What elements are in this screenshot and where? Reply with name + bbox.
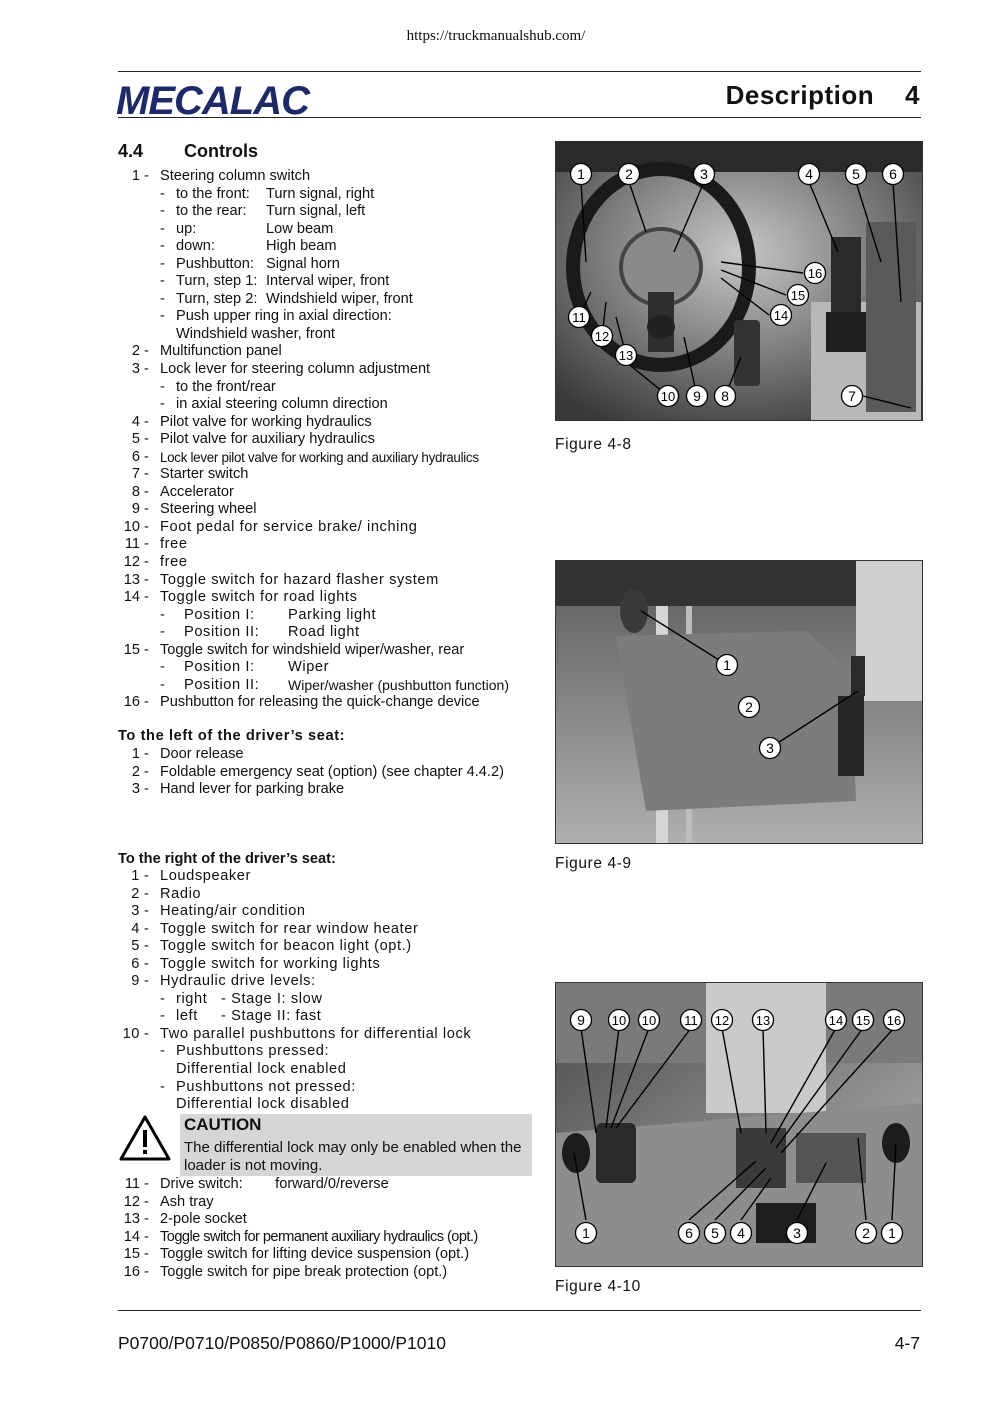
item-number: 2: [131, 343, 140, 360]
sub-value: Signal horn: [266, 255, 340, 272]
sub-value: Wiper: [288, 659, 330, 676]
item-text: Multifunction panel: [160, 343, 282, 360]
list-item: 4 - Pilot valve for working hydraulics: [118, 414, 538, 432]
callout-label: 10: [611, 1013, 627, 1028]
figure-4-9-caption: Figure 4-9: [555, 855, 632, 872]
callout-label: 3: [793, 1225, 801, 1241]
list-item: 3 - Lock lever for steering column adjustment: [118, 361, 538, 379]
sub-key: Position I:: [184, 659, 255, 676]
item-number: 16: [123, 1263, 140, 1280]
sub-key: Turn, step 1:: [176, 273, 258, 290]
sub-key: to the front:: [176, 185, 250, 202]
callout-6: [679, 1223, 700, 1244]
callout-3: [694, 164, 715, 185]
callout-4: [731, 1223, 752, 1244]
item-text: Toggle switch for pipe break protection (opt.): [160, 1263, 448, 1280]
item-text: Hydraulic drive levels:: [160, 973, 316, 990]
callout-1: [882, 1223, 903, 1244]
sub-item: - Pushbuttons not pressed:: [160, 1078, 356, 1095]
item-text: Toggle switch for windshield wiper/washer, rear: [160, 641, 465, 658]
item-text: Door release: [160, 746, 244, 762]
list-item: 14 - Toggle switch for permanent auxiliary hydraulics (opt.): [118, 1229, 538, 1247]
item-text: Foldable emergency seat (option) (see chapter 4.4.2): [160, 763, 504, 780]
callout-label: 1: [723, 657, 731, 673]
item-number: 11: [124, 536, 140, 553]
sub-item: - up: Low beam: [160, 220, 334, 237]
sub-item-continued: [118, 1061, 538, 1079]
item-text: Radio: [160, 885, 202, 902]
callout-1: [576, 1223, 597, 1244]
list-item: 11 - free: [118, 536, 538, 554]
callout-6: [883, 164, 904, 185]
item-number: 8: [131, 483, 140, 500]
sub-item: - Turn, step 2: Windshield wiper, front: [160, 290, 413, 307]
callout-label: 3: [700, 166, 708, 182]
sub-key: Position II:: [184, 624, 260, 641]
callout-label: 1: [577, 166, 585, 182]
list-item: 10 - Two parallel pushbuttons for differential lock: [118, 1026, 538, 1044]
item-number: 7: [131, 466, 140, 483]
figure-4-10-photo: [555, 982, 923, 1267]
callout-9: [687, 386, 708, 407]
right-seat-list: [118, 868, 538, 1114]
callout-label: 5: [852, 166, 860, 182]
footer-models: P0700/P0710/P0850/P0860/P1000/P1010: [118, 1333, 446, 1353]
chapter-title: [726, 80, 920, 111]
callout-8: [715, 386, 736, 407]
item-text: Drive switch: forward/0/reverse: [160, 1176, 389, 1192]
sub-key: Position II:: [184, 676, 260, 693]
item-number: 12: [123, 554, 140, 571]
sub-item: - Pushbutton: Signal horn: [160, 255, 340, 272]
sub-text: Differential lock enabled: [176, 1061, 347, 1078]
item-text: Steering wheel: [160, 501, 257, 518]
list-item: 11 - Drive switch: forward/0/reverse: [118, 1176, 538, 1194]
callout-10: [658, 386, 679, 407]
callout-label: 15: [855, 1013, 871, 1028]
callout-label: 12: [714, 1013, 730, 1028]
list-item: 6 - Lock lever pilot valve for working and auxiliary hydraulics: [118, 449, 538, 467]
callout-15: [853, 1010, 874, 1031]
item-text: free: [160, 554, 188, 571]
item-number: 5: [131, 431, 140, 448]
callout-4: [799, 164, 820, 185]
list-item: 7 - Starter switch: [118, 466, 538, 484]
list-item: 9 - Hydraulic drive levels:: [118, 973, 538, 991]
callout-label: 16: [886, 1013, 902, 1028]
item-number: 4: [131, 413, 140, 430]
sub-item: - to the front/rear: [160, 378, 276, 395]
list-item: 15 - Toggle switch for windshield wiper/washer, rear: [118, 642, 538, 660]
list-item: 1 - Steering column switch: [118, 168, 538, 186]
sub-item: - right - Stage I: slow: [160, 990, 323, 1007]
item-number: 2: [131, 885, 140, 902]
item-number: 15: [123, 1246, 140, 1263]
figure-4-10-caption: Figure 4-10: [555, 1278, 641, 1295]
list-item: 2 - Radio: [118, 886, 538, 904]
callout-14: [826, 1010, 847, 1031]
callout-label: 4: [805, 166, 813, 182]
callout-13: [616, 345, 637, 366]
callout-16: [805, 263, 826, 284]
item-text: Hand lever for parking brake: [160, 781, 345, 798]
item-number: 5: [131, 938, 140, 955]
list-item: 5 - Pilot valve for auxiliary hydraulics: [118, 431, 538, 449]
controls-list: [118, 168, 538, 712]
item-number: 10: [122, 1025, 140, 1042]
callout-label: 11: [572, 310, 586, 325]
sub-key: to the rear:: [176, 203, 247, 220]
sub-item: - Position II: Wiper/washer (pushbutton function): [160, 676, 509, 693]
callout-14: [771, 305, 792, 326]
list-item: 4 - Toggle switch for rear window heater: [118, 921, 538, 939]
callout-label: 14: [828, 1013, 844, 1028]
item-number: 14: [123, 589, 140, 606]
list-item: 16 - Pushbutton for releasing the quick-change device: [118, 694, 538, 712]
sub-value: Wiper/washer (pushbutton function): [288, 676, 509, 693]
list-item: 14 - Toggle switch for road lights: [118, 589, 538, 607]
callout-5: [705, 1223, 726, 1244]
item-text: Loudspeaker: [160, 868, 251, 884]
item-text: Toggle switch for hazard flasher system: [160, 571, 439, 588]
callout-label: 6: [889, 166, 897, 182]
callout-label: 15: [790, 288, 806, 303]
sub-value: - Stage II: fast: [221, 1008, 322, 1025]
item-text: Steering column switch: [160, 168, 311, 184]
sub-item: - down: High beam: [160, 238, 337, 255]
sub-item: - Position II: Road light: [160, 624, 360, 641]
sub-key: Pushbuttons not pressed:: [176, 1078, 356, 1095]
sub-item: - Position I: Parking light: [160, 606, 377, 623]
item-number: 13: [123, 571, 140, 588]
figure-4-8-photo: [555, 141, 923, 421]
sub-key: Position I:: [184, 606, 255, 623]
callout-label: 4: [737, 1225, 745, 1241]
sub-key: down:: [176, 238, 215, 255]
footer-page-number: 4-7: [894, 1333, 920, 1353]
callout-label: 2: [745, 699, 753, 715]
list-item: 12 - Ash tray: [118, 1194, 538, 1212]
item-number: 6: [131, 448, 140, 465]
sub-key: Turn, step 2:: [176, 290, 258, 307]
mecalac-logo: [116, 78, 320, 120]
list-item: 15 - Toggle switch for lifting device suspension (opt.): [118, 1246, 538, 1264]
list-item: 10 - Foot pedal for service brake/ inching: [118, 519, 538, 537]
right-seat-list-continued: [118, 1176, 538, 1281]
sub-text: in axial steering column direction: [176, 396, 388, 413]
item-text: Pushbutton for releasing the quick-change device: [160, 694, 480, 711]
sub-text: Windshield washer, front: [176, 325, 335, 342]
callout-label: 13: [618, 348, 634, 363]
sub-item: - in axial steering column direction: [160, 396, 388, 413]
item-number: 15: [123, 641, 140, 658]
item-text: Starter switch: [160, 466, 249, 483]
callout-1: [717, 655, 738, 676]
item-text: Lock lever for steering column adjustment: [160, 361, 431, 378]
callout-label: 10: [660, 389, 676, 404]
warning-triangle-icon: [118, 1114, 172, 1162]
sub-key: Push upper ring in axial direction:: [176, 308, 392, 325]
callout-label: 2: [862, 1225, 870, 1241]
callout-label: 7: [848, 388, 856, 404]
callout-5: [846, 164, 867, 185]
figure-4-8-caption: Figure 4-8: [555, 436, 632, 453]
logo-text: MECALAC: [116, 79, 309, 120]
item-number: 4: [131, 920, 140, 937]
callout-11: [569, 307, 590, 328]
sub-item: - to the front: Turn signal, right: [160, 185, 375, 202]
list-item: 13 - 2-pole socket: [118, 1211, 538, 1229]
list-item: 5 - Toggle switch for beacon light (opt.): [118, 938, 538, 956]
item-number: 1: [131, 746, 140, 762]
callout-13: [753, 1010, 774, 1031]
sub-value: Low beam: [266, 220, 334, 237]
callout-3: [787, 1223, 808, 1244]
list-item: 16 - Toggle switch for pipe break protection (opt.): [118, 1264, 538, 1282]
item-number: 2: [131, 763, 140, 780]
sub-value: Turn signal, left: [266, 203, 366, 220]
list-item: 9 - Steering wheel: [118, 501, 538, 519]
callout-label: 9: [693, 388, 701, 404]
item-text: Ash tray: [160, 1193, 214, 1210]
callout-1: [571, 164, 592, 185]
list-item: 3 - Heating/air condition: [118, 903, 538, 921]
sub-value: - Stage I: slow: [221, 990, 323, 1007]
item-number: 14: [123, 1228, 140, 1245]
sub-value: Road light: [288, 624, 360, 641]
list-item: 2 - Foldable emergency seat (option) (see chapter 4.4.2): [118, 764, 538, 782]
sub-value: High beam: [266, 238, 337, 255]
item-text: Lock lever pilot valve for working and auxiliary hydraulics: [160, 449, 479, 465]
callout-2: [619, 164, 640, 185]
sub-key: right: [176, 990, 208, 1007]
item-number: 3: [131, 903, 140, 920]
footer-rule: [118, 1310, 921, 1311]
sub-text: Differential lock disabled: [176, 1096, 350, 1113]
section-heading: [118, 141, 258, 162]
sub-value: Parking light: [288, 606, 377, 623]
section-number: 4.4: [118, 141, 144, 161]
callout-2: [856, 1223, 877, 1244]
item-number: 9: [131, 973, 140, 990]
sub-text: to the front/rear: [176, 378, 276, 395]
chapter-number: 4: [905, 80, 920, 110]
caution-text: The differential lock may only be enabled when the loader is not moving.: [184, 1139, 522, 1174]
item-number: 6: [131, 955, 140, 972]
section-title: Controls: [184, 141, 258, 161]
callout-label: 1: [582, 1225, 590, 1241]
item-number: 3: [131, 361, 140, 378]
callout-label: 16: [807, 266, 823, 281]
callout-label: 2: [625, 166, 633, 182]
callout-label: 8: [721, 388, 729, 404]
item-text: Toggle switch for beacon light (opt.): [160, 938, 412, 955]
callout-2: [739, 697, 760, 718]
callout-label: 10: [641, 1013, 657, 1028]
list-item: 1 - Door release: [118, 746, 538, 764]
sub-item: - left - Stage II: fast: [160, 1008, 322, 1025]
sub-key: Pushbutton:: [176, 255, 254, 272]
callout-3: [760, 738, 781, 759]
source-url[interactable]: https://truckmanualshub.com/: [406, 28, 586, 44]
list-item: 3 - Hand lever for parking brake: [118, 781, 538, 799]
item-number: 3: [131, 781, 140, 798]
item-text: Two parallel pushbuttons for differential lock: [160, 1025, 472, 1042]
header-rule-bottom: [118, 117, 921, 118]
callout-7: [842, 386, 863, 407]
item-text: Pilot valve for working hydraulics: [160, 413, 372, 430]
item-number: 9: [131, 501, 140, 518]
sub-item: - Push upper ring in axial direction:: [160, 308, 392, 325]
caution-title: CAUTION: [184, 1115, 262, 1134]
sub-key: left: [176, 1008, 198, 1025]
callout-9: [571, 1010, 592, 1031]
callout-label: 9: [577, 1012, 585, 1028]
left-seat-list: [118, 746, 538, 799]
figure-4-9-photo: [555, 560, 923, 844]
sub-key: up:: [176, 220, 197, 237]
list-item: 13 - Toggle switch for hazard flasher system: [118, 572, 538, 590]
sub-value: Windshield wiper, front: [266, 290, 413, 307]
sub-item-continued: [118, 326, 538, 344]
list-item: 1 - Loudspeaker: [118, 868, 538, 886]
item-text: Toggle switch for road lights: [160, 589, 358, 606]
list-item: 2 - Multifunction panel: [118, 343, 538, 361]
callout-10: [609, 1010, 630, 1031]
callout-label: 12: [594, 329, 610, 344]
item-text: 2-pole socket: [160, 1211, 247, 1228]
sub-item: - Turn, step 1: Interval wiper, front: [160, 273, 390, 290]
callout-16: [884, 1010, 905, 1031]
callout-label: 6: [685, 1225, 693, 1241]
list-item: 12 - free: [118, 554, 538, 572]
right-seat-heading: To the right of the driver’s seat:: [118, 851, 336, 867]
item-text: Accelerator: [160, 483, 234, 500]
item-number: 1: [131, 168, 140, 184]
item-number: 13: [123, 1211, 140, 1228]
item-text: Toggle switch for rear window heater: [160, 920, 419, 937]
sub-key: Pushbuttons pressed:: [176, 1043, 330, 1060]
chapter-title-text: Description: [725, 80, 875, 110]
item-text: Toggle switch for permanent auxiliary hydraulics (opt.): [160, 1228, 478, 1245]
callout-11: [681, 1010, 702, 1031]
item-text: free: [160, 536, 188, 553]
callout-label: 5: [711, 1225, 719, 1241]
sub-value: Turn signal, right: [266, 185, 375, 202]
sub-item: - to the rear: Turn signal, left: [160, 203, 366, 220]
item-text: Heating/air condition: [160, 903, 306, 920]
figure-4-9-illustration: [556, 561, 922, 843]
item-text: Toggle switch for lifting device suspension (opt.): [160, 1246, 470, 1263]
list-item: 6 - Toggle switch for working lights: [118, 956, 538, 974]
item-number: 10: [123, 518, 140, 535]
sub-value: Interval wiper, front: [266, 273, 390, 290]
item-number: 12: [123, 1193, 140, 1210]
item-text: Toggle switch for working lights: [160, 955, 381, 972]
caution-notice: [118, 1112, 532, 1176]
header-rule-top: [118, 71, 921, 72]
item-number: 11: [124, 1176, 140, 1192]
list-item: 8 - Accelerator: [118, 484, 538, 502]
left-seat-heading: To the left of the driver’s seat:: [118, 728, 346, 744]
callout-10: [639, 1010, 660, 1031]
callout-12: [592, 326, 613, 347]
callout-label: 1: [888, 1225, 896, 1241]
item-number: 16: [123, 694, 140, 711]
figure-4-10-illustration: [556, 983, 922, 1266]
callout-label: 13: [755, 1013, 771, 1028]
callout-15: [788, 285, 809, 306]
callout-12: [712, 1010, 733, 1031]
callout-label: 3: [766, 740, 774, 756]
item-text: Foot pedal for service brake/ inching: [160, 518, 418, 535]
item-text: Pilot valve for auxiliary hydraulics: [160, 431, 375, 448]
figure-4-8-illustration: [556, 142, 922, 420]
callout-label: 11: [684, 1013, 698, 1028]
callout-label: 14: [773, 308, 789, 323]
item-number: 1: [131, 868, 140, 884]
sub-item: - Pushbuttons pressed:: [160, 1043, 330, 1060]
sub-item: - Position I: Wiper: [160, 659, 330, 676]
